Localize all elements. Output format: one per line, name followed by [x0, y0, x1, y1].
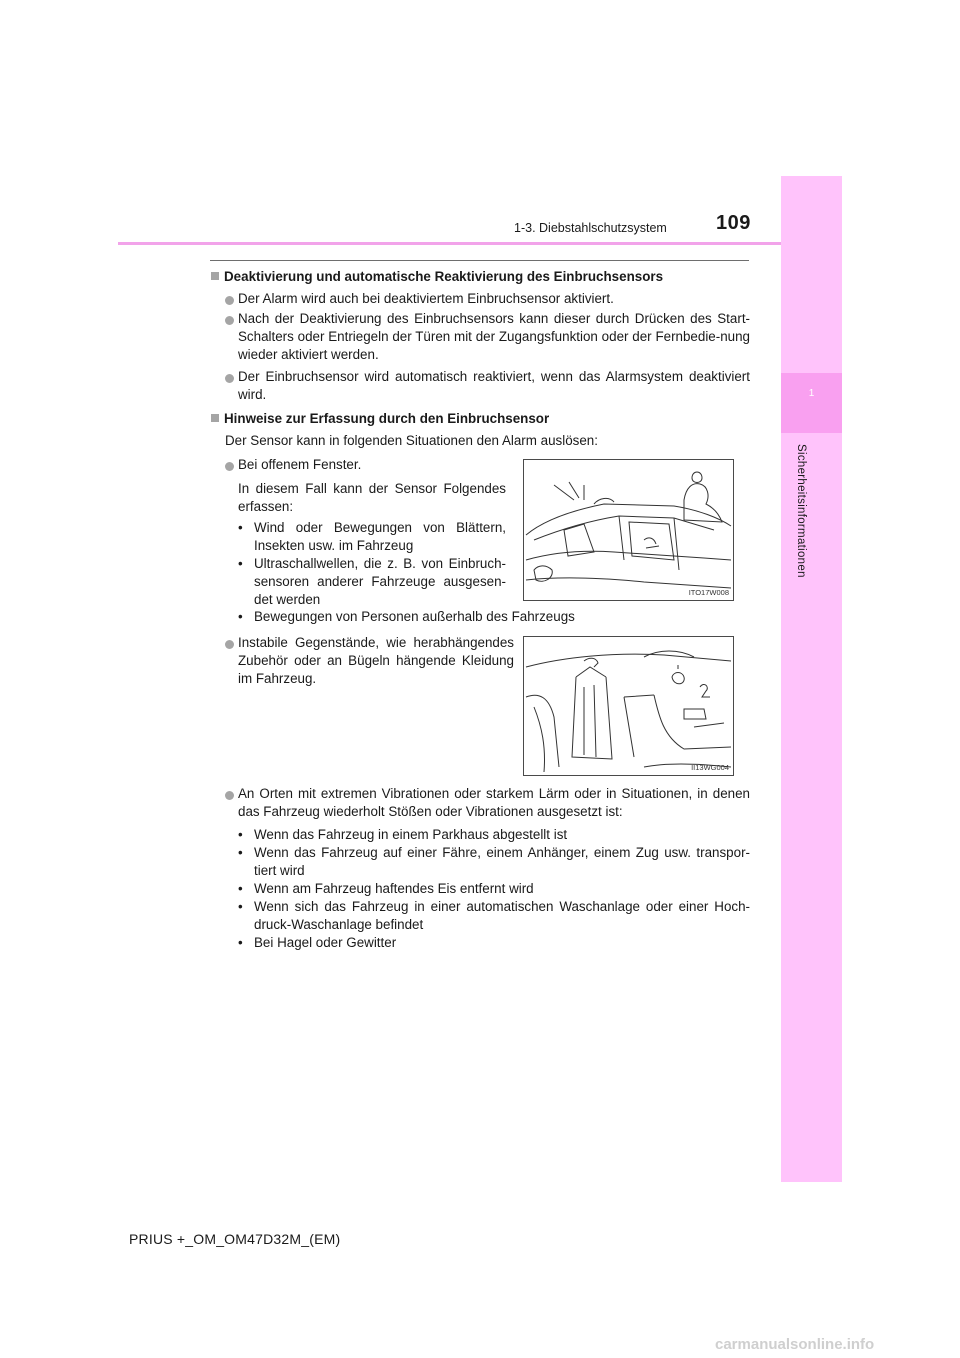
section-heading-detection: Hinweise zur Erfassung durch den Einbruchsensor: [211, 410, 751, 428]
illustration-open-window: [523, 459, 734, 601]
chapter-title: Sicherheitsinformationen: [795, 444, 807, 578]
dash-bullet: •: [238, 556, 243, 571]
chapter-sidebar: [781, 176, 842, 1182]
dash-bullet: •: [238, 935, 243, 950]
window-item: Wind oder Bewegungen von Blättern, Insekten usw. im Fahrzeug: [254, 520, 506, 553]
section-title: 1-3. Diebstahlschutzsystem: [514, 221, 667, 235]
dash-bullet: •: [238, 827, 243, 842]
figure-code: II13WG004: [691, 763, 729, 772]
chapter-number: 1: [808, 388, 815, 399]
square-bullet-icon: [211, 272, 219, 280]
bullet-text-objects: Instabile Gegenstände, wie herabhängendes Zubehör oder an Bügeln hängende Kleidung im Fahrzeug.: [238, 635, 514, 686]
section-heading-deactivation: Deaktivierung und automatische Reaktivierung des Einbruchsensors: [211, 268, 751, 286]
window-item: Bewegungen von Personen außerhalb des Fahrzeugs: [254, 609, 575, 624]
window-note: In diesem Fall kann der Sensor Folgendes erfassen:: [238, 481, 506, 514]
dash-bullet: •: [238, 899, 243, 914]
vibration-item: Wenn am Fahrzeug haftendes Eis entfernt wird: [254, 881, 534, 896]
footer-model: PRIUS +_OM_OM47D32M_(EM): [129, 1231, 341, 1247]
circle-bullet-icon: [225, 640, 234, 649]
square-bullet-icon: [211, 414, 219, 422]
circle-bullet-icon: [225, 791, 234, 800]
vibration-item: Wenn sich das Fahrzeug in einer automatischen Waschanlage oder einer Hoch-druck-Waschanlage befindet: [254, 899, 750, 932]
bullet-text: Nach der Deaktivierung des Einbruchsensors kann dieser durch Drücken des Start-Schalters oder Entriegeln der Türen mit der Zugangsfunktion oder der Fernbedie-nung wieder aktiviert werden.: [238, 311, 750, 362]
bullet-text-window: Bei offenem Fenster.: [238, 457, 362, 472]
watermark: carmanualsonline.info: [715, 1336, 875, 1353]
header-rule: [118, 242, 781, 245]
vibration-item: Bei Hagel oder Gewitter: [254, 935, 397, 950]
circle-bullet-icon: [225, 316, 234, 325]
bullet-text: Der Alarm wird auch bei deaktiviertem Einbruchsensor aktiviert.: [238, 291, 614, 306]
circle-bullet-icon: [225, 374, 234, 383]
dash-bullet: •: [238, 609, 243, 624]
vibration-item: Wenn das Fahrzeug auf einer Fähre, einem Anhänger, einem Zug usw. transpor-tiert wird: [254, 845, 750, 878]
dash-bullet: •: [238, 520, 243, 535]
circle-bullet-icon: [225, 462, 234, 471]
section-intro: Der Sensor kann in folgenden Situationen den Alarm auslösen:: [225, 433, 598, 448]
bullet-text-vibration: An Orten mit extremen Vibrationen oder starkem Lärm oder in Situationen, in denen das Fahrzeug wiederholt Stößen oder Vibrationen ausgesetzt ist:: [238, 786, 750, 819]
bullet-text: Der Einbruchsensor wird automatisch reaktiviert, wenn das Alarmsystem deaktiviert wird.: [238, 369, 750, 402]
illustration-hanging-items: [523, 636, 734, 776]
chapter-tab: [781, 373, 842, 433]
content-rule: [210, 260, 749, 261]
dash-bullet: •: [238, 881, 243, 896]
car-open-window-drawing: [524, 460, 733, 600]
hanging-clothes-drawing: [524, 637, 733, 775]
window-item: Ultraschallwellen, die z. B. von Einbruch-sensoren anderer Fahrzeuge ausgesen-det werden: [254, 556, 506, 607]
figure-code: ITO17W008: [688, 588, 729, 597]
dash-bullet: •: [238, 845, 243, 860]
vibration-item: Wenn das Fahrzeug in einem Parkhaus abgestellt ist: [254, 827, 568, 842]
page-number: 109: [716, 212, 751, 234]
circle-bullet-icon: [225, 296, 234, 305]
